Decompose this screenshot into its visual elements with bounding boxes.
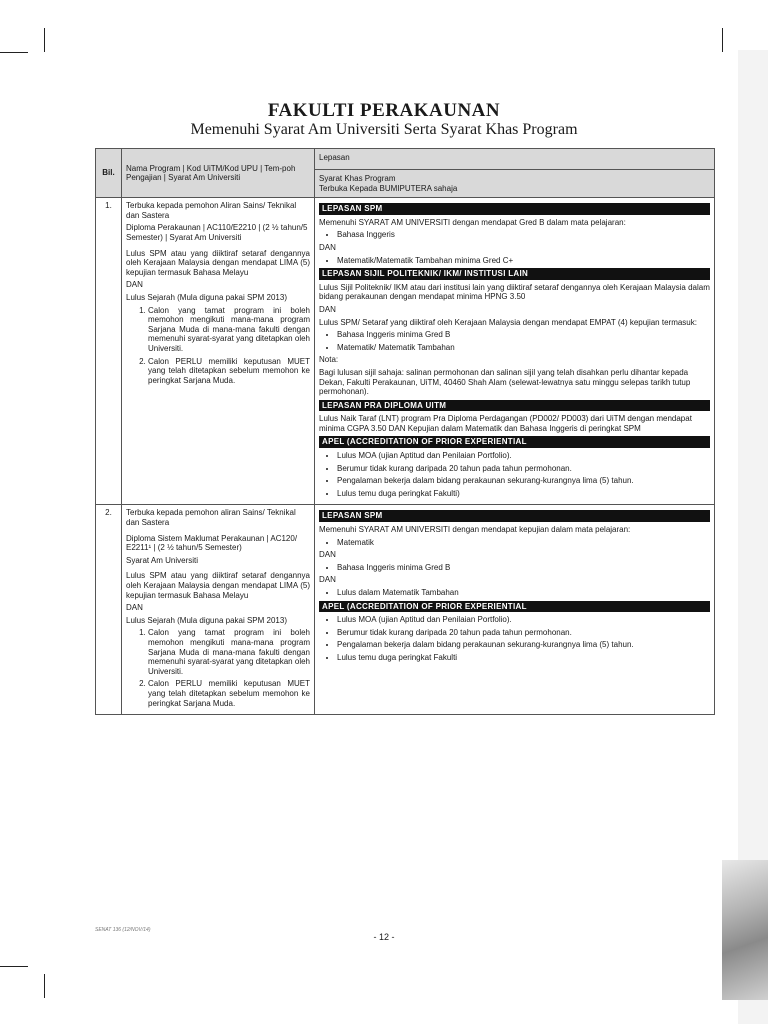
- list-item: • Matematik/ Matematik Tambahan: [337, 343, 710, 353]
- crop-mark: [722, 28, 723, 52]
- spm-intro: Memenuhi SYARAT AM UNIVERSITI dengan mendapat kepujian dalam mata pelajaran:: [319, 525, 631, 535]
- header-program: Nama Program | Kod UiTM/Kod UPU | Tem-poh Pengajian | Syarat Am Universiti: [122, 149, 315, 198]
- bullet-list: [319, 330, 710, 352]
- syarat-am: Syarat Am Universiti: [126, 555, 199, 565]
- list-item: • Lulus temu duga peringkat Fakulti: [337, 653, 710, 663]
- list-item: • Lulus MOA (ujian Aptitud dan Penilaian Portfolio).: [337, 615, 710, 625]
- list-item: • Lulus dalam Matematik Tambahan: [337, 588, 710, 598]
- poli-text: Lulus Sijil Politeknik/ IKM atau dari institusi lain yang diiktiraf setaraf dengannya oleh Kerajaan Malaysia dalam bidang perakaunan dengan mendapat minima HPNG 3.50: [319, 282, 710, 302]
- dan-text: DAN: [126, 280, 143, 290]
- section-bar: LEPASAN SIJIL POLITEKNIK/ IKM/ INSTITUSI LAIN: [319, 268, 710, 280]
- dan-text: DAN: [126, 603, 143, 613]
- section-bar: LEPASAN PRA DIPLOMA UITM: [319, 400, 710, 412]
- requirements-cell: [315, 198, 715, 505]
- poli-text: Lulus SPM/ Setaraf yang diiktiraf oleh Kerajaan Malaysia dengan mendapat EMPAT (4) kepujian termasuk:: [319, 317, 697, 327]
- crop-mark: [44, 974, 45, 998]
- sejarah: Lulus Sejarah (Mula diguna pakai SPM 2013): [126, 292, 287, 302]
- nota-label: Nota:: [319, 355, 339, 365]
- notes-list: [126, 306, 310, 386]
- list-item: • Berumur tidak kurang daripada 20 tahun pada tahun permohonan.: [337, 628, 710, 638]
- section-bar: LEPASAN SPM: [319, 510, 710, 522]
- page-title: FAKULTI PERAKAUNAN: [267, 100, 501, 121]
- header-bil: Bil.: [96, 149, 122, 198]
- program-name: Diploma Sistem Maklumat Perakaunan | AC120/ E2211¹ | (2 ½ tahun/5 Semester): [126, 533, 298, 553]
- list-item: 1. Calon yang tamat program ini boleh memohon mengikuti mana-mana program Sarjana Muda di mana-mana fakulti dengan memenuhi syarat-syarat yang ditetapkan oleh Universiti.: [148, 628, 310, 676]
- list-item: • Bahasa Inggeris: [337, 230, 710, 240]
- dan-text: DAN: [319, 242, 336, 252]
- list-item: • Lulus MOA (ujian Aptitud dan Penilaian Portfolio).: [337, 451, 710, 461]
- crop-mark: [44, 28, 45, 52]
- sejarah: Lulus Sejarah (Mula diguna pakai SPM 2013): [126, 615, 287, 625]
- list-item: • Matematik: [337, 538, 710, 548]
- list-item: • Bahasa Inggeris minima Gred B: [337, 330, 710, 340]
- list-item: • Berumur tidak kurang daripada 20 tahun pada tahun permohonan.: [337, 464, 710, 474]
- bullet-list: [319, 256, 710, 266]
- dan-text: DAN: [319, 550, 336, 560]
- program-name: Diploma Perakaunan | AC110/E2210 | (2 ½ tahun/5 Semester) | Syarat Am Universiti: [126, 223, 308, 242]
- bullet-list: [319, 588, 710, 598]
- spm-intro: Memenuhi SYARAT AM UNIVERSITI dengan mendapat Gred B dalam mata pelajaran:: [319, 217, 626, 227]
- lulus-spm: Lulus SPM atau yang diiktiraf setaraf dengannya oleh Kerajaan Malaysia dengan mendapat LIMA (5) kepujian termasuk Bahasa Melayu: [126, 248, 310, 277]
- list-item: • Pengalaman bekerja dalam bidang perakaunan sekurang-kurangnya lima (5) tahun.: [337, 476, 710, 486]
- header-syarat-khas: Syarat Khas Program: [319, 174, 396, 183]
- crop-mark: [0, 52, 28, 53]
- footer-code: SENAT 136 (12/NOV/14): [95, 927, 151, 933]
- table-row: [96, 198, 715, 505]
- dan-text: DAN: [319, 304, 336, 314]
- page-number: - 12 -: [373, 932, 395, 942]
- page-subtitle: Memenuhi Syarat Am Universiti Serta Syarat Khas Program: [190, 121, 578, 138]
- notes-list: [126, 628, 310, 708]
- table-header-row: [96, 149, 715, 198]
- list-item: • Lulus temu duga peringkat Fakulti): [337, 489, 710, 499]
- bullet-list: [319, 538, 710, 548]
- requirements-cell: [315, 505, 715, 715]
- list-item: 2. Calon PERLU memiliki keputusan MUET yang telah ditetapkan sebelum memohon ke peringkat Sarjana Muda.: [148, 679, 310, 708]
- row-number: 1.: [96, 198, 122, 505]
- requirements-table: [95, 148, 715, 715]
- bullet-list: [319, 230, 710, 240]
- header-terbuka: Terbuka Kepada BUMIPUTERA sahaja: [319, 183, 458, 193]
- list-item: 1. Calon yang tamat program ini boleh memohon mengikuti mana-mana program Sarjana Muda di mana-mana fakulti dengan memenuhi syarat-syarat yang ditetapkan oleh Universiti.: [148, 306, 310, 354]
- nota-text: Bagi lulusan sijil sahaja: salinan permohonan dan salinan sijil yang telah disahkan perlu dihantar kepada Dekan, Fakulti Perakaunan, UiTM, 40460 Shah Alam (selewat-lewatnya satu minggu selepas tarikh tutup permohonan).: [319, 367, 691, 397]
- list-item: • Matematik/Matematik Tambahan minima Gred C+: [337, 256, 710, 266]
- list-item: • Pengalaman bekerja dalam bidang perakaunan sekurang-kurangnya lima (5) tahun.: [337, 640, 710, 650]
- open-to: Terbuka kepada pemohon aliran Sains/ Teknikal dan Sastera: [126, 508, 296, 528]
- section-bar: APEL (ACCREDITATION OF PRIOR EXPERIENTIAL: [319, 601, 710, 613]
- dan-text: DAN: [319, 575, 336, 585]
- section-bar: APEL (ACCREDITATION OF PRIOR EXPERIENTIAL: [319, 436, 710, 448]
- table-row: [96, 505, 715, 715]
- crop-mark: [0, 966, 28, 967]
- bullet-list: [319, 615, 710, 662]
- program-cell: [122, 505, 315, 715]
- row-number: 2.: [96, 505, 122, 715]
- pra-text: Lulus Naik Taraf (LNT) program Pra Diploma Perdagangan (PD002/ PD003) dari UiTM dengan mendapat minima CGPA 3.50 DAN Kepujian dalam Matematik dan Bahasa Inggeris di peringkat SPM: [319, 414, 692, 433]
- section-bar: LEPASAN SPM: [319, 203, 710, 215]
- lulus-spm: Lulus SPM atau yang diiktiraf setaraf dengannya oleh Kerajaan Malaysia dengan mendapat LIMA (5) kepujian termasuk Bahasa Melayu: [126, 571, 310, 600]
- bullet-list: [319, 563, 710, 573]
- program-cell: [122, 198, 315, 505]
- list-item: • Bahasa Inggeris minima Gred B: [337, 563, 710, 573]
- list-item: 2. Calon PERLU memiliki keputusan MUET yang telah ditetapkan sebelum memohon ke peringkat Sarjana Muda.: [148, 357, 310, 386]
- bullet-list: [319, 451, 710, 498]
- open-to: Terbuka kepada pemohon Aliran Sains/ Teknikal dan Sastera: [126, 201, 297, 220]
- header-requirements: [315, 149, 715, 198]
- adjacent-page-photo: [722, 860, 768, 1000]
- header-lepasan: Lepasan: [315, 149, 714, 170]
